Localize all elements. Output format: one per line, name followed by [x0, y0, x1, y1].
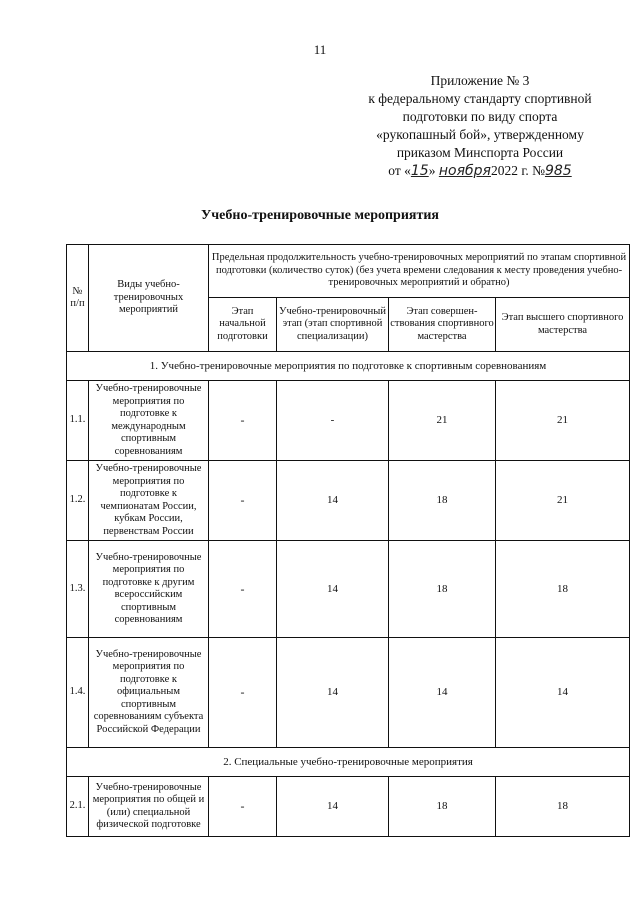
date-prefix: от « — [388, 163, 411, 178]
row-value-improvement: 18 — [389, 777, 496, 837]
header-stage-improvement: Этап совершен-ствования спортивного мастерства — [389, 298, 496, 352]
row-value-highest: 18 — [496, 777, 630, 837]
header-stage-highest: Этап высшего спортивного мастерства — [496, 298, 630, 352]
appendix-line-1: Приложение № 3 — [430, 73, 530, 88]
row-event-name: Учебно-тренировочные мероприятия по подготовке к официальным спортивным соревнованиям субъекта Российской Федерации — [89, 638, 209, 748]
row-value-highest: 18 — [496, 541, 630, 638]
row-value-highest: 21 — [496, 381, 630, 461]
row-value-initial: - — [209, 777, 277, 837]
document-title: Учебно-тренировочные мероприятия — [201, 208, 439, 223]
appendix-block — [330, 72, 630, 180]
row-value-improvement: 18 — [389, 461, 496, 541]
header-event-kind: Виды учебно-тренировочных мероприятий — [89, 245, 209, 352]
row-number: 1.1. — [67, 381, 89, 461]
section-1-heading: 1. Учебно-тренировочные мероприятия по подготовке к спортивным соревнованиям — [67, 352, 630, 381]
row-number: 1.2. — [67, 461, 89, 541]
row-value-improvement: 14 — [389, 638, 496, 748]
row-event-name: Учебно-тренировочные мероприятия по общей и (или) специальной физической подготовке — [89, 777, 209, 837]
events-table — [66, 244, 630, 837]
handwritten-number: 985 — [544, 163, 572, 179]
row-value-initial: - — [209, 461, 277, 541]
table-row — [67, 541, 630, 638]
row-event-name: Учебно-тренировочные мероприятия по подготовке к чемпионатам России, кубкам России, первенствам России — [89, 461, 209, 541]
header-number: № п/п — [67, 245, 89, 352]
handwritten-day: 15 — [410, 163, 429, 179]
row-value-improvement: 18 — [389, 541, 496, 638]
row-value-training: 14 — [277, 777, 389, 837]
header-stage-initial: Этап начальной подготовки — [209, 298, 277, 352]
row-value-initial: - — [209, 381, 277, 461]
row-value-training: 14 — [277, 541, 389, 638]
row-value-initial: - — [209, 638, 277, 748]
row-value-training: - — [277, 381, 389, 461]
table-row — [67, 638, 630, 748]
table-row — [67, 777, 630, 837]
row-value-improvement: 21 — [389, 381, 496, 461]
row-value-highest: 21 — [496, 461, 630, 541]
row-number: 1.3. — [67, 541, 89, 638]
date-mid: » — [428, 163, 436, 178]
appendix-line-5: приказом Минспорта России — [396, 145, 564, 160]
row-value-training: 14 — [277, 638, 389, 748]
row-value-training: 14 — [277, 461, 389, 541]
handwritten-month: ноября — [438, 163, 491, 179]
appendix-line-3: подготовки по виду спорта — [402, 109, 558, 124]
row-value-initial: - — [209, 541, 277, 638]
appendix-line-4: «рукопашный бой», утвержденному — [376, 127, 584, 142]
appendix-line-2: к федеральному стандарту спортивной — [368, 91, 592, 106]
table-row — [67, 461, 630, 541]
page-number: 11 — [313, 42, 327, 57]
row-number: 2.1. — [67, 777, 89, 837]
row-event-name: Учебно-тренировочные мероприятия по подготовке к международным спортивным соревнованиям — [89, 381, 209, 461]
row-event-name: Учебно-тренировочные мероприятия по подготовке к другим всероссийским спортивным соревнованиям — [89, 541, 209, 638]
header-group: Предельная продолжительность учебно-тренировочных мероприятий по этапам спортивной подготовки (количество суток) (без учета времени следования к месту проведения учебно-тренировочных мероприятий и обратно) — [209, 245, 630, 298]
appendix-date-line — [330, 162, 630, 180]
row-value-highest: 14 — [496, 638, 630, 748]
header-stage-training: Учебно-тренировочный этап (этап спортивной специализации) — [277, 298, 389, 352]
date-year: 2022 г. № — [490, 163, 545, 178]
row-number: 1.4. — [67, 638, 89, 748]
section-2-heading: 2. Специальные учебно-тренировочные мероприятия — [67, 748, 630, 777]
table-row — [67, 381, 630, 461]
